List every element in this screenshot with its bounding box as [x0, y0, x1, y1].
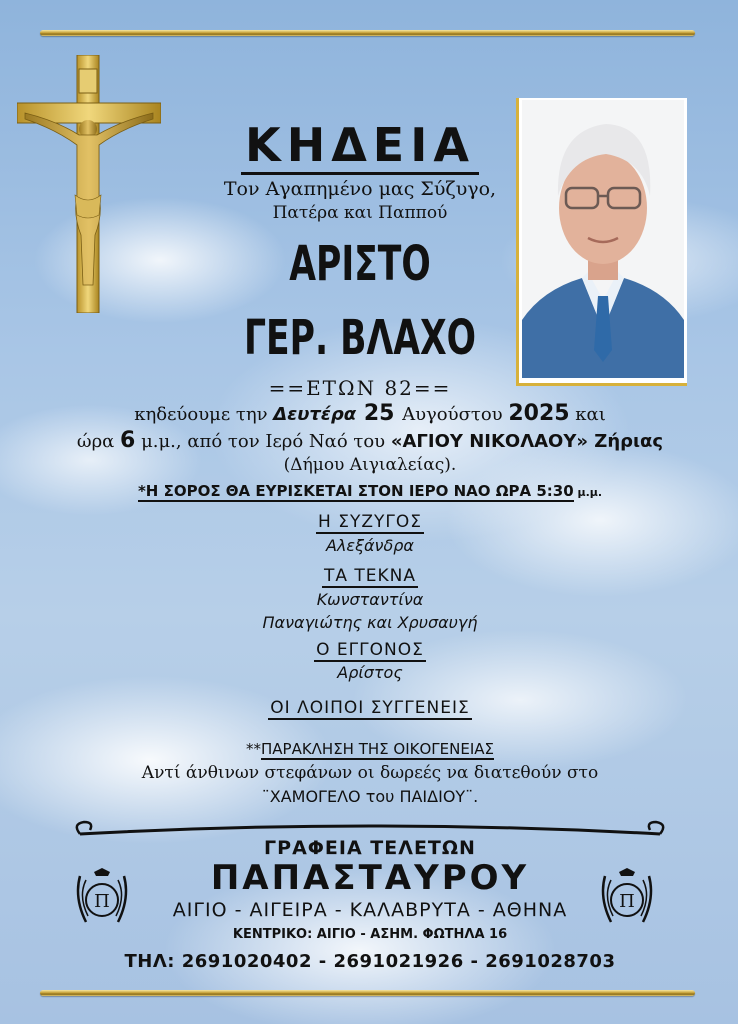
notice-title: ΚΗΔΕΙΑ — [120, 118, 600, 172]
family-plea-heading: **ΠΑΡΑΚΛΗΣΗ ΤΗΣ ΟΙΚΟΓΕΝΕΙΑΣ — [245, 740, 494, 758]
grandson-name: Αρίστος — [337, 663, 403, 682]
spouse-heading: Η ΣΥΖΥΓΟΣ — [318, 512, 422, 532]
service-line-1: κηδεύουμε την Δευτέρα 25 Αυγούστου 2025 και — [134, 401, 606, 426]
funeral-home-emblem-icon — [72, 866, 132, 930]
svg-text:Π: Π — [619, 891, 635, 912]
service-line-3: (Δήμου Αιγιαλείας). — [283, 455, 457, 475]
funeral-home-cities: ΑΙΓΙΟ - ΑΙΓΕΙΡΑ - ΚΑΛΑΒΡΥΤΑ - ΑΘΗΝΑ — [172, 899, 568, 921]
grandson-heading: Ο ΕΓΓΟΝΟΣ — [316, 640, 424, 660]
top-gold-border — [40, 30, 695, 36]
funeral-home-emblem-icon — [597, 866, 657, 930]
intro-line-1: Τον Αγαπημένο μας Σύζυγο, — [223, 178, 497, 200]
deceased-last-name: ΓΕΡ. ΒΛΑΧΟ — [244, 310, 476, 366]
viewing-notice: *Η ΣΟΡΟΣ ΘΑ ΕΥΡΙΣΚΕΤΑΙ ΣΤΟΝ ΙΕΡΟ ΝΑΟ ΩΡΑ 5:30 μ.μ. — [137, 482, 603, 500]
intro-line-2: Πατέρα και Παππού — [272, 203, 448, 223]
funeral-home-name: ΠΑΠΑΣΤΑΥΡΟΥ — [210, 858, 530, 898]
relatives-heading: ΟΙ ΛΟΙΠΟΙ ΣΥΓΓΕΝΕΙΣ — [270, 698, 470, 718]
spouse-name: Αλεξάνδρα — [326, 536, 414, 555]
family-plea-line-2: ¨ΧΑΜΟΓΕΛΟ του ΠΑΙΔΙΟΥ¨. — [261, 787, 479, 806]
deceased-first-name: ΑΡΙΣΤΟ — [289, 236, 431, 292]
funeral-home-title: ΓΡΑΦΕΙΑ ΤΕΛΕΤΩΝ — [264, 837, 476, 859]
deceased-age: ==ΕΤΩΝ 82== — [268, 376, 452, 400]
children-heading: ΤΑ ΤΕΚΝΑ — [323, 566, 417, 586]
children-line-2: Παναγιώτης και Χρυσαυγή — [262, 613, 478, 632]
bottom-gold-border — [40, 990, 695, 996]
funeral-home-phones: ΤΗΛ: 2691020402 - 2691021926 - 2691028703 — [124, 951, 616, 972]
service-line-2: ώρα 6 μ.μ., από τον Ιερό Ναό του «ΑΓΙΟΥ ΝΙΚΟΛΑΟΥ» Ζήριας — [76, 428, 664, 453]
family-plea-line-1: Αντί άνθινων στεφάνων οι δωρεές να διατεθούν στο — [141, 763, 599, 783]
children-line-1: Κωνσταντίνα — [316, 590, 424, 609]
funeral-home-address: ΚΕΝΤΡΙΚΟ: ΑΙΓΙΟ - ΑΣΗΜ. ΦΩΤΗΛΑ 16 — [232, 927, 508, 942]
svg-text:Π: Π — [94, 891, 110, 912]
